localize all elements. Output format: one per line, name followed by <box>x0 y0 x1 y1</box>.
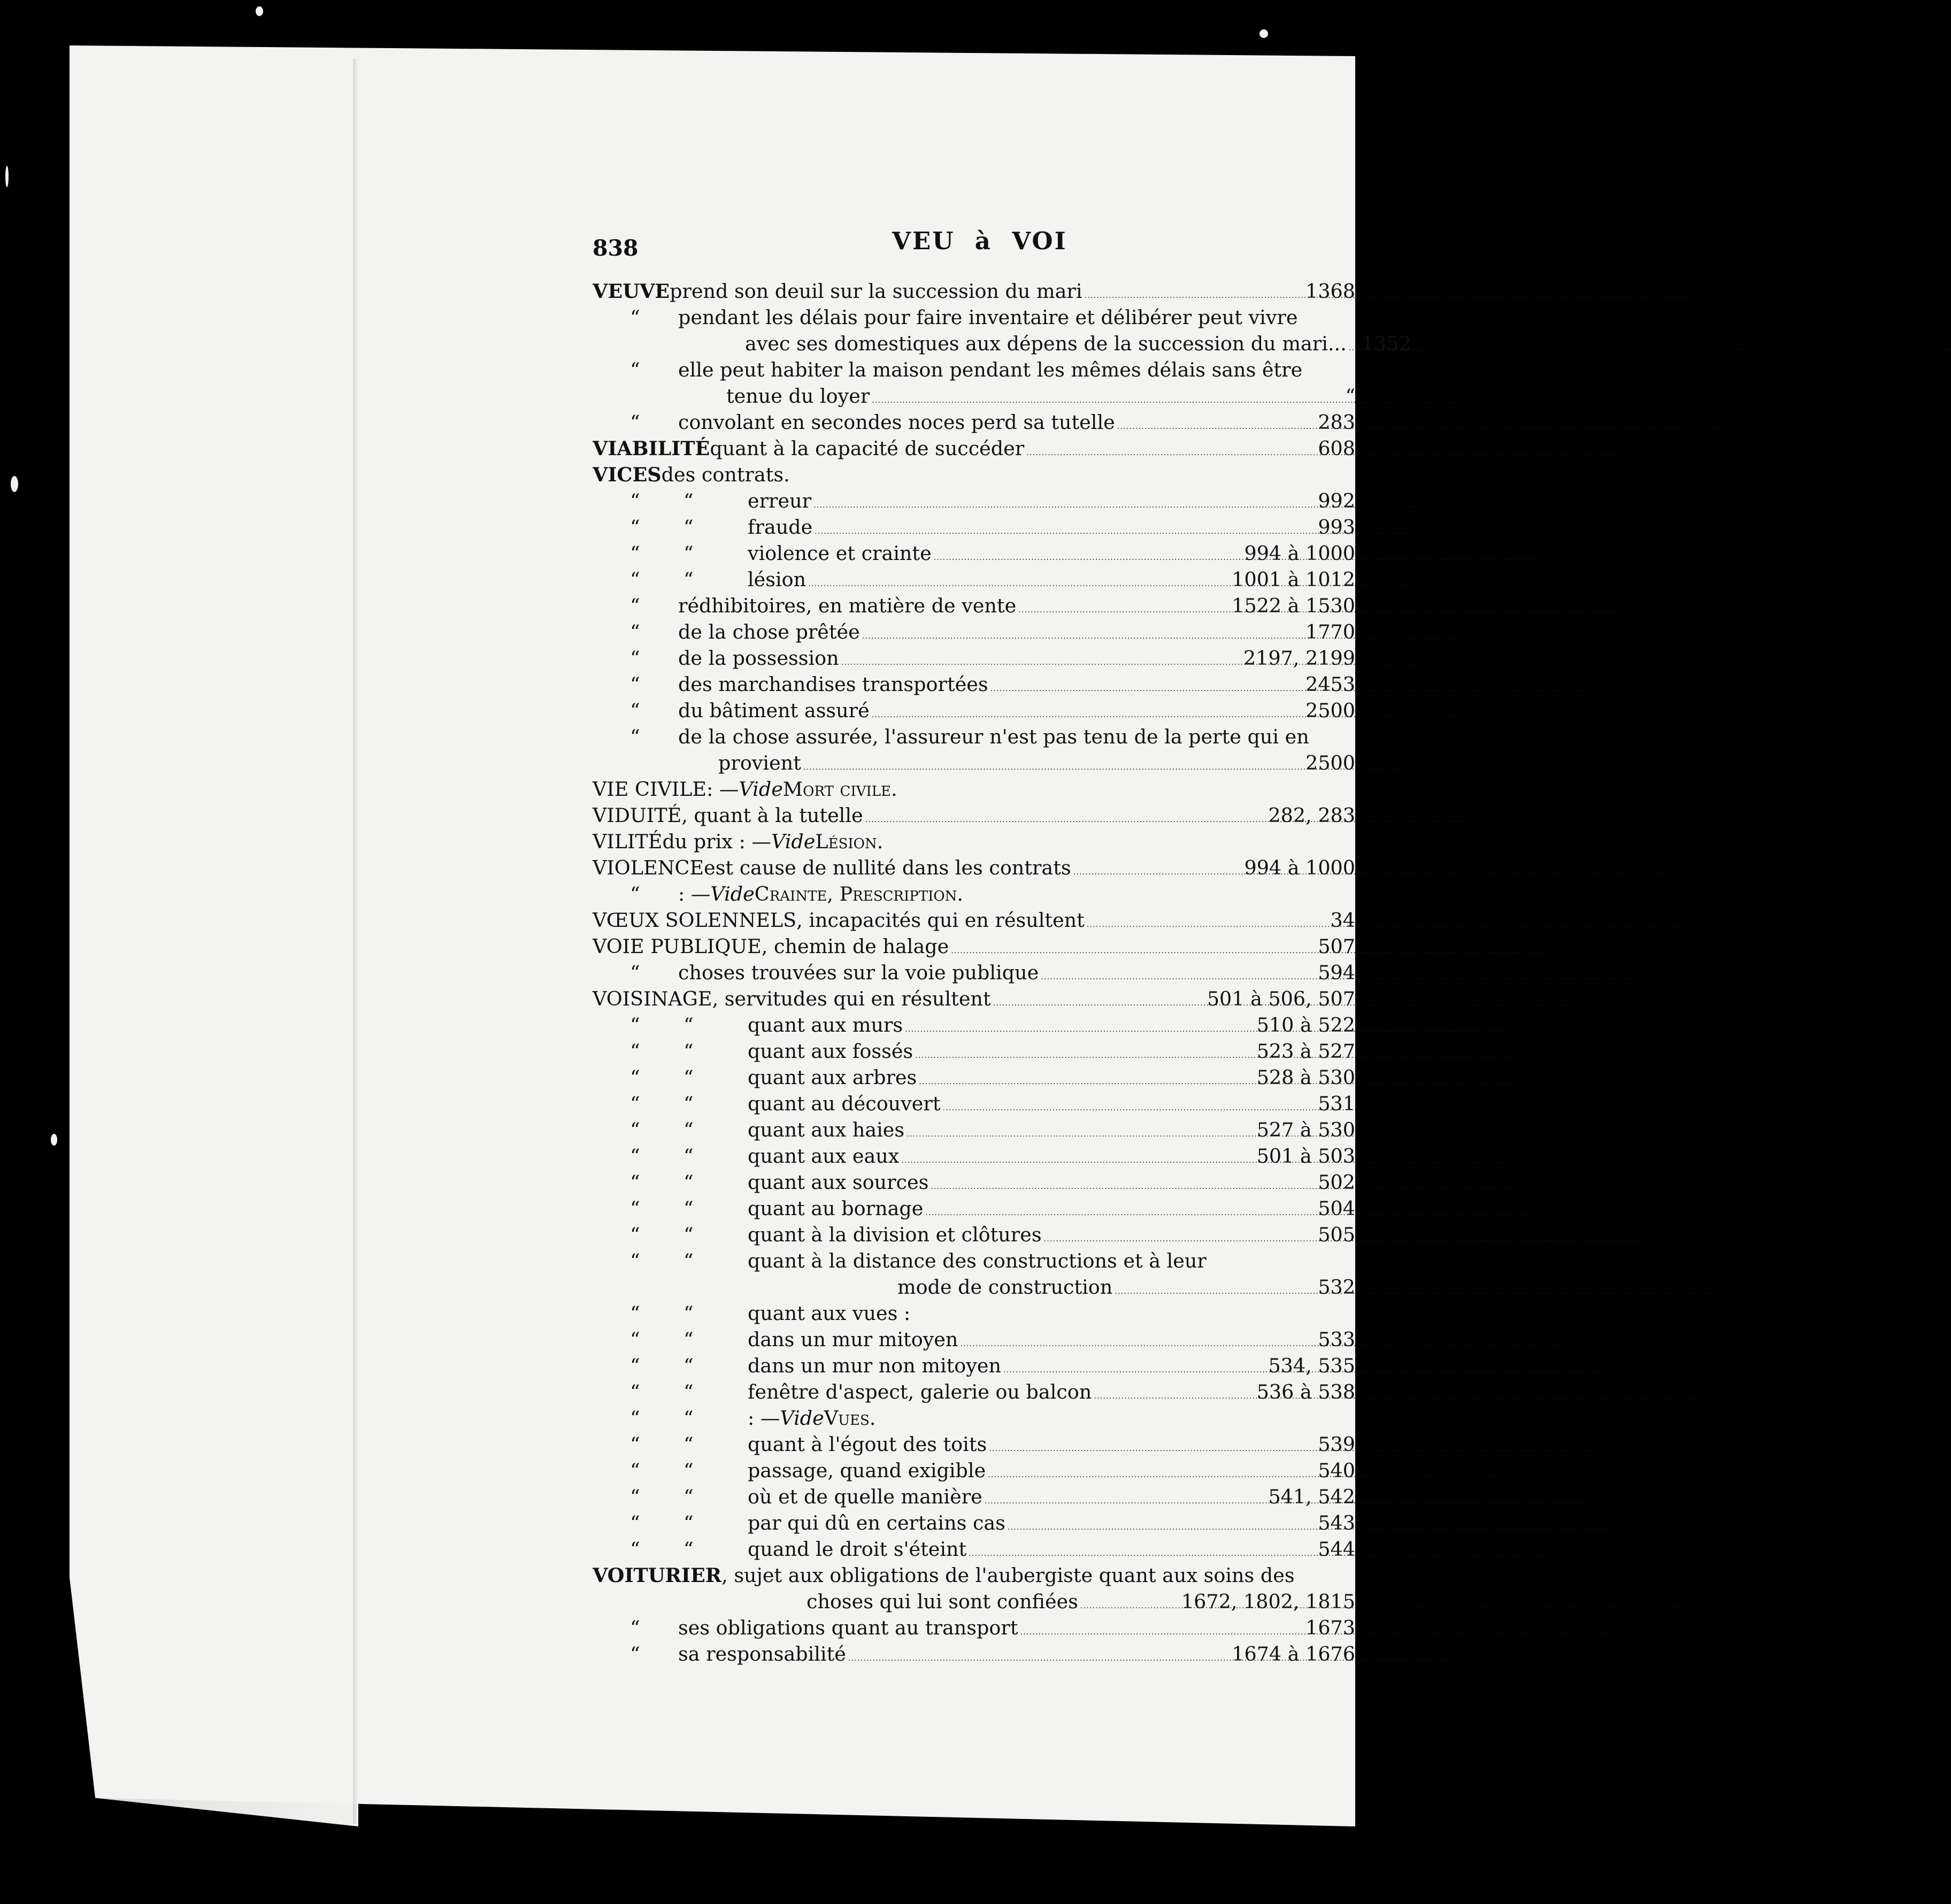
entry-text: quand le droit s'éteint <box>748 1538 967 1561</box>
cross-reference: Crainte, Prescription. <box>754 882 964 905</box>
index-entry <box>593 1457 1355 1484</box>
entry-continuation: provient <box>718 751 801 774</box>
entry-text: quant aux murs <box>748 1014 903 1037</box>
ditto-mark: “ <box>683 1197 694 1220</box>
article-reference: 283 <box>1318 411 1355 434</box>
entry-text: quant à la distance des constructions et à leur <box>748 1249 1207 1272</box>
article-reference: 523 à 527 <box>1256 1040 1355 1063</box>
article-reference: 501 à 506, 507 <box>1207 987 1355 1010</box>
article-reference: 282, 283 <box>1268 804 1355 827</box>
index-entry <box>593 1038 1355 1064</box>
ditto-mark: “ <box>630 1380 640 1403</box>
article-reference: 539 <box>1318 1433 1355 1456</box>
entry-continuation: avec ses domestiques aux dépens de la succession du mari... <box>745 332 1347 355</box>
article-reference: 34 <box>1330 909 1355 932</box>
ditto-mark: “ <box>630 1328 640 1351</box>
article-reference: 527 à 530 <box>1256 1118 1355 1141</box>
index-entry <box>593 514 1355 540</box>
running-title: VEU à VOI <box>892 227 1067 255</box>
index-entry <box>593 645 1355 671</box>
ditto-mark: “ <box>683 489 694 512</box>
entry-text: , chemin de halage <box>761 935 949 958</box>
article-reference: 1001 à 1012 <box>1232 568 1355 591</box>
index-entry <box>593 357 1355 383</box>
entry-text: elle peut habiter la maison pendant les mêmes délais sans être <box>678 358 1303 381</box>
article-reference: 543 <box>1318 1511 1355 1534</box>
article-reference: 501 à 503 <box>1256 1145 1355 1168</box>
index-entry <box>593 1353 1355 1379</box>
article-reference: 1672, 1802, 1815 <box>1181 1590 1355 1613</box>
ditto-mark: “ <box>630 647 640 670</box>
index-entry <box>593 671 1355 697</box>
ditto-mark: “ <box>630 1485 640 1508</box>
entry-text: quant aux fossés <box>748 1040 913 1063</box>
index-entry <box>593 1064 1355 1091</box>
ditto-mark: “ <box>683 1380 694 1403</box>
entry-text: de la chose prêtée <box>678 620 860 643</box>
entry-text: quant aux sources <box>748 1171 929 1194</box>
article-reference: 1674 à 1676 <box>1232 1642 1355 1665</box>
ditto-mark: “ <box>630 1642 640 1665</box>
index-entry <box>593 331 1411 357</box>
ditto-mark: “ <box>683 1433 694 1456</box>
entry-text: quant au découvert <box>748 1092 941 1115</box>
index-entry <box>593 855 1355 881</box>
entry-text: du bâtiment assuré <box>678 699 870 722</box>
index-entry <box>593 1169 1355 1195</box>
entry-text: , quant à la tutelle <box>681 804 863 827</box>
entry-text: violence et crainte <box>748 542 932 565</box>
index-entry <box>593 1562 1355 1588</box>
entry-continuation: tenue du loyer <box>726 385 870 408</box>
index-term: VIDUITÉ <box>593 804 682 827</box>
vide-label: Vide <box>771 830 816 853</box>
article-reference: 2453 <box>1305 673 1355 696</box>
article-reference: 533 <box>1318 1328 1355 1351</box>
article-reference: 1522 à 1530 <box>1232 594 1355 617</box>
leader-dots <box>848 1641 1230 1672</box>
page-fold-shadow <box>353 59 358 1824</box>
leader-dots <box>1094 1379 1254 1410</box>
entry-text: prend son deuil sur la succession du mari <box>670 280 1082 303</box>
ditto-mark: “ <box>630 725 640 748</box>
leader-dots <box>1115 1274 1316 1305</box>
ditto-mark: “ <box>630 1511 640 1534</box>
index-entry <box>593 593 1355 619</box>
index-entry <box>593 802 1355 828</box>
article-reference: 510 à 522 <box>1256 1014 1355 1037</box>
index-term: VIE CIVILE <box>593 778 707 801</box>
index-entry <box>593 1484 1355 1510</box>
index-entry <box>593 1143 1355 1169</box>
article-reference: 993 <box>1318 516 1355 539</box>
entry-text: quant au bornage <box>748 1197 924 1220</box>
article-reference: 1673 <box>1305 1616 1355 1639</box>
index-page-content <box>593 225 1411 1667</box>
entry-text: quant à la division et clôtures <box>748 1223 1042 1246</box>
ditto-mark: “ <box>683 1014 694 1037</box>
index-entry <box>593 986 1355 1012</box>
entry-text: fraude <box>748 516 813 539</box>
cross-reference: Lésion. <box>815 830 884 853</box>
ditto-mark: “ <box>683 1485 694 1508</box>
entry-text: quant à la capacité de succéder <box>710 437 1025 460</box>
index-entry <box>593 1588 1355 1615</box>
entry-text: erreur <box>748 489 812 512</box>
entry-text: quant aux vues : <box>748 1302 911 1325</box>
index-entry <box>593 540 1355 566</box>
ditto-mark: “ <box>683 542 694 565</box>
entry-text: est cause de nullité dans les contrats <box>704 856 1071 879</box>
article-reference: 2500 <box>1305 699 1355 722</box>
index-entries <box>593 278 1411 1667</box>
entry-text: choses trouvées sur la voie publique <box>678 961 1039 984</box>
leader-dots <box>1026 435 1316 466</box>
index-term: VŒUX SOLENNELS <box>593 909 797 932</box>
ditto-mark: “ <box>630 1407 640 1430</box>
article-reference: 532 <box>1318 1276 1355 1299</box>
page-number: 838 <box>593 235 639 261</box>
scan-speck <box>1259 29 1268 38</box>
article-reference: 992 <box>1318 489 1355 512</box>
index-entry <box>593 435 1355 462</box>
ditto-mark: “ <box>630 1302 640 1325</box>
entry-text: fenêtre d'aspect, galerie ou balcon <box>748 1380 1092 1403</box>
index-entry <box>593 1641 1355 1667</box>
ditto-mark: “ <box>630 1459 640 1482</box>
index-entry <box>593 1117 1355 1143</box>
index-entry <box>593 750 1355 776</box>
article-reference: 994 à 1000 <box>1244 542 1355 565</box>
index-entry <box>593 1274 1355 1300</box>
vide-label: Vide <box>710 882 755 905</box>
entry-text: , incapacités qui en résultent <box>796 909 1085 932</box>
entry-text: , servitudes qui en résultent <box>712 987 991 1010</box>
entry-text: passage, quand exigible <box>748 1459 986 1482</box>
index-term: VICES <box>593 463 662 486</box>
entry-text: de la possession <box>678 647 839 670</box>
article-reference: 536 à 538 <box>1256 1380 1355 1403</box>
index-entry <box>593 1615 1355 1641</box>
index-entry <box>593 697 1355 724</box>
scan-speck <box>5 166 9 187</box>
ditto-mark: “ <box>630 1354 640 1377</box>
article-reference: 2197, 2199 <box>1243 647 1355 670</box>
page-header <box>593 225 1355 278</box>
article-reference: 504 <box>1318 1197 1355 1220</box>
article-reference: 608 <box>1318 437 1355 460</box>
ditto-mark: “ <box>630 542 640 565</box>
index-entry <box>593 907 1355 933</box>
index-term: VEUVE <box>593 280 670 303</box>
index-entry <box>593 933 1355 959</box>
ditto-mark: “ <box>630 1118 640 1141</box>
index-entry <box>593 383 1355 409</box>
article-reference: 994 à 1000 <box>1244 856 1355 879</box>
ditto-mark: “ <box>683 1223 694 1246</box>
entry-text: des contrats. <box>661 463 790 486</box>
article-reference: 2500 <box>1305 751 1355 774</box>
index-entry <box>593 1510 1355 1536</box>
article-reference: 594 <box>1318 961 1355 984</box>
ditto-mark: “ <box>683 1538 694 1561</box>
index-entry <box>593 959 1355 986</box>
ditto-mark: “ <box>630 1092 640 1115</box>
ditto-mark: “ <box>683 1459 694 1482</box>
ditto-mark: “ <box>683 1302 694 1325</box>
cross-reference: Mort civile. <box>782 778 897 801</box>
entry-text: : — <box>678 882 711 905</box>
entry-text: sa responsabilité <box>678 1642 846 1665</box>
ditto-mark: “ <box>630 699 640 722</box>
ditto-mark: “ <box>630 358 640 381</box>
ditto-mark: “ <box>630 620 640 643</box>
index-entry <box>593 1195 1355 1222</box>
scan-speck <box>51 1134 57 1146</box>
ditto-mark: “ <box>683 1066 694 1089</box>
entry-text: où et de quelle manière <box>748 1485 982 1508</box>
ditto-mark: “ <box>630 489 640 512</box>
ditto-mark: “ <box>683 1511 694 1534</box>
ditto-mark: “ <box>683 1171 694 1194</box>
ditto-mark: “ <box>683 1092 694 1115</box>
leader-dots <box>1349 331 1359 362</box>
ditto-mark: “ <box>630 1538 640 1561</box>
entry-text: lésion <box>748 568 806 591</box>
index-entry <box>593 304 1355 331</box>
index-term: VOITURIER <box>593 1564 722 1587</box>
entry-text: quant aux arbres <box>748 1066 917 1089</box>
index-term: VILITÉ <box>593 830 663 853</box>
entry-text: des marchandises transportées <box>678 673 988 696</box>
ditto-mark: “ <box>630 1040 640 1063</box>
index-entry <box>593 1536 1355 1562</box>
ditto-mark: “ <box>630 1223 640 1246</box>
ditto-mark: “ <box>683 1040 694 1063</box>
ditto-mark: “ <box>630 568 640 591</box>
index-entry <box>593 1431 1355 1457</box>
index-entry <box>593 1326 1355 1353</box>
index-term: VIOLENCE <box>593 856 704 879</box>
entry-continuation: choses qui lui sont confiées <box>806 1590 1078 1613</box>
ditto-mark: “ <box>683 568 694 591</box>
entry-text: du prix : — <box>662 830 771 853</box>
ditto-mark: “ <box>630 961 640 984</box>
ditto-mark: “ <box>630 1249 640 1272</box>
ditto-mark: “ <box>630 1433 640 1456</box>
ditto-mark: “ <box>683 1328 694 1351</box>
article-reference: 502 <box>1318 1171 1355 1194</box>
article-reference: 1368 <box>1305 280 1355 303</box>
ditto-mark: “ <box>683 1407 694 1430</box>
entry-text: par qui dû en certains cas <box>748 1511 1005 1534</box>
index-entry <box>593 278 1355 304</box>
ditto-mark: “ <box>630 673 640 696</box>
entry-text: quant aux eaux <box>748 1145 900 1168</box>
index-entry <box>593 724 1355 750</box>
entry-text: quant à l'égout des toits <box>748 1433 987 1456</box>
entry-text: rédhibitoires, en matière de vente <box>678 594 1017 617</box>
article-reference: 528 à 530 <box>1256 1066 1355 1089</box>
entry-text: : — <box>706 778 739 801</box>
entry-text: pendant les délais pour faire inventaire et délibérer peut vivre <box>678 306 1298 329</box>
article-reference: 507 <box>1318 935 1355 958</box>
leader-dots <box>865 802 1266 833</box>
vide-label: Vide <box>739 778 783 801</box>
ditto-mark: “ <box>630 594 640 617</box>
cross-reference: Vues. <box>824 1407 876 1430</box>
ditto-mark: “ <box>630 516 640 539</box>
ditto-mark: “ <box>683 516 694 539</box>
scan-speck <box>11 476 18 492</box>
ditto-mark: “ <box>630 1197 640 1220</box>
article-reference: 541, 542 <box>1268 1485 1355 1508</box>
ditto-mark: “ <box>683 1145 694 1168</box>
ditto-mark: “ <box>630 882 640 905</box>
entry-continuation: mode de construction <box>897 1276 1113 1299</box>
ditto-mark: “ <box>630 1616 640 1639</box>
article-reference: 1770 <box>1305 620 1355 643</box>
ditto-mark: “ <box>630 1171 640 1194</box>
article-reference: 534, 535 <box>1268 1354 1355 1377</box>
ditto-mark: “ <box>630 1145 640 1168</box>
ditto-mark: “ <box>683 1354 694 1377</box>
entry-text: convolant en secondes noces perd sa tutelle <box>678 411 1115 434</box>
index-term: VIABILITÉ <box>593 437 710 460</box>
ditto-mark: “ <box>630 306 640 329</box>
ditto-mark: “ <box>630 1014 640 1037</box>
article-reference: 544 <box>1318 1538 1355 1561</box>
entry-text: : — <box>748 1407 780 1430</box>
index-entry <box>593 619 1355 645</box>
ditto-mark: “ <box>683 1249 694 1272</box>
index-entry <box>593 1012 1355 1038</box>
entry-text: dans un mur mitoyen <box>748 1328 958 1351</box>
article-reference: “ <box>1345 385 1355 408</box>
index-entry <box>593 1091 1355 1117</box>
entry-text: , sujet aux obligations de l'aubergiste quant aux soins des <box>721 1564 1295 1587</box>
ditto-mark: “ <box>683 1118 694 1141</box>
entry-text: dans un mur non mitoyen <box>748 1354 1002 1377</box>
article-reference: 1352 <box>1361 332 1411 355</box>
entry-text: de la chose assurée, l'assureur n'est pas tenu de la perte qui en <box>678 725 1309 748</box>
index-entry <box>593 409 1355 435</box>
article-reference: 531 <box>1318 1092 1355 1115</box>
index-term: VOISINAGE <box>593 987 712 1010</box>
index-entry <box>593 566 1355 593</box>
entry-text: quant aux haies <box>748 1118 905 1141</box>
vide-label: Vide <box>780 1407 824 1430</box>
index-entry <box>593 488 1355 514</box>
index-entry <box>593 1222 1355 1248</box>
scan-speck <box>256 6 263 16</box>
article-reference: 505 <box>1318 1223 1355 1246</box>
ditto-mark: “ <box>630 411 640 434</box>
index-term: VOIE PUBLIQUE <box>593 935 762 958</box>
article-reference: 540 <box>1318 1459 1355 1482</box>
entry-text: ses obligations quant au transport <box>678 1616 1018 1639</box>
leader-dots <box>1073 855 1242 886</box>
index-entry <box>593 1379 1355 1405</box>
ditto-mark: “ <box>630 1066 640 1089</box>
